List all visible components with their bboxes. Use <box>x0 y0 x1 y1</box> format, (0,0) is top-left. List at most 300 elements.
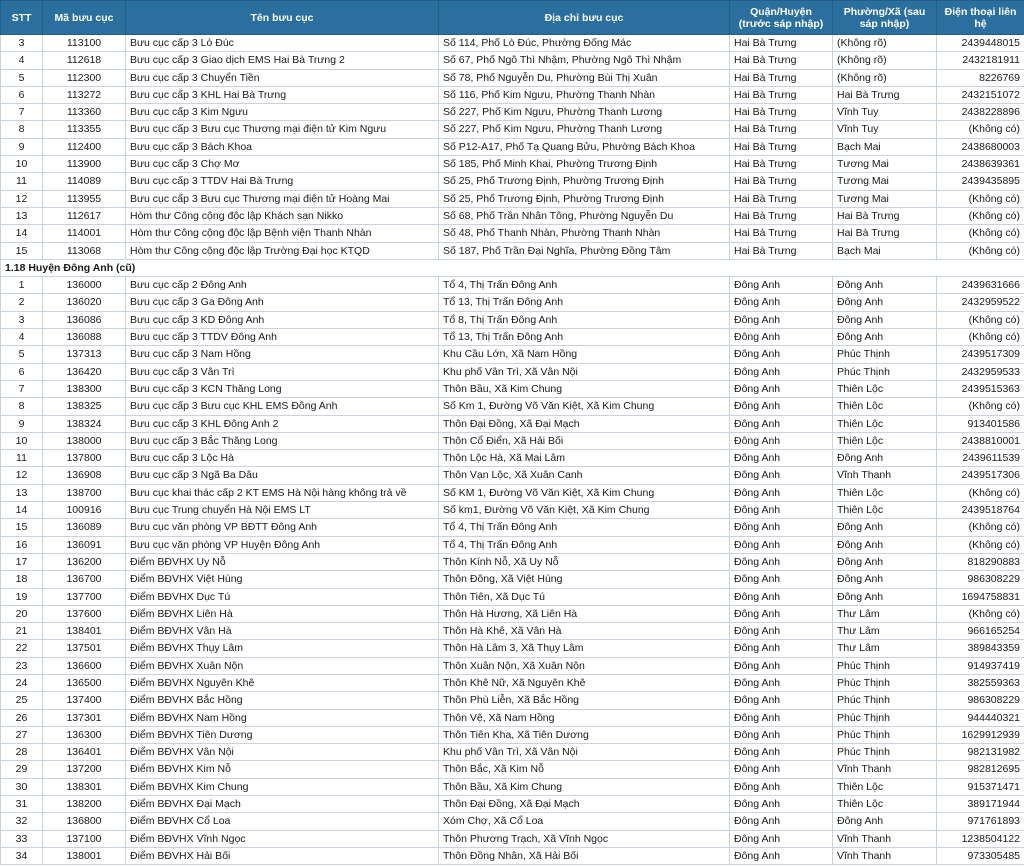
cell-stt: 7 <box>1 104 43 121</box>
cell-district: Đông Anh <box>730 277 833 294</box>
cell-stt: 21 <box>1 623 43 640</box>
cell-stt: 11 <box>1 173 43 190</box>
cell-address: Tổ 4, Thị Trấn Đông Anh <box>439 519 730 536</box>
table-row <box>1 156 1024 173</box>
cell-ward: Hai Bà Trưng <box>833 207 937 224</box>
cell-district: Đông Anh <box>730 467 833 484</box>
table-row <box>1 467 1024 484</box>
cell-postcode: 112300 <box>43 69 126 86</box>
cell-postcode: 113272 <box>43 86 126 103</box>
cell-phone: 389843359 <box>937 640 1024 657</box>
cell-office-name: Hòm thư Công cộng độc lập Trường Đại học KTQD <box>126 242 439 259</box>
cell-stt: 28 <box>1 744 43 761</box>
table-row <box>1 796 1024 813</box>
table-row <box>1 207 1024 224</box>
cell-postcode: 136200 <box>43 553 126 570</box>
cell-address: Số 114, Phố Lò Đúc, Phường Đống Mác <box>439 35 730 52</box>
table-row <box>1 761 1024 778</box>
cell-district: Hai Bà Trưng <box>730 35 833 52</box>
cell-postcode: 137200 <box>43 761 126 778</box>
cell-address: Thôn Lộc Hà, Xã Mai Lâm <box>439 450 730 467</box>
cell-office-name: Bưu cục cấp 3 Chuyển Tiền <box>126 69 439 86</box>
cell-stt: 30 <box>1 778 43 795</box>
cell-stt: 9 <box>1 138 43 155</box>
cell-office-name: Điểm BĐVHX Việt Hùng <box>126 571 439 588</box>
cell-address: Thôn Bầu, Xã Kim Chung <box>439 380 730 397</box>
cell-phone: 2438810001 <box>937 432 1024 449</box>
cell-stt: 14 <box>1 225 43 242</box>
cell-district: Đông Anh <box>730 380 833 397</box>
cell-stt: 22 <box>1 640 43 657</box>
cell-district: Đông Anh <box>730 346 833 363</box>
table-row <box>1 605 1024 622</box>
cell-ward: Đông Anh <box>833 553 937 570</box>
cell-stt: 17 <box>1 553 43 570</box>
cell-stt: 11 <box>1 450 43 467</box>
cell-district: Đông Anh <box>730 830 833 847</box>
cell-phone: (Không có) <box>937 242 1024 259</box>
cell-address: Thôn Đông, Xã Việt Hùng <box>439 571 730 588</box>
cell-district: Đông Anh <box>730 450 833 467</box>
cell-stt: 13 <box>1 484 43 501</box>
cell-office-name: Điểm BĐVHX Kim Nỗ <box>126 761 439 778</box>
cell-phone: (Không có) <box>937 311 1024 328</box>
cell-office-name: Bưu cục cấp 3 TTDV Đông Anh <box>126 329 439 346</box>
cell-ward: Phúc Thịnh <box>833 692 937 709</box>
cell-phone: 1238504122 <box>937 830 1024 847</box>
cell-phone: 971761893 <box>937 813 1024 830</box>
table-row <box>1 380 1024 397</box>
cell-ward: Đông Anh <box>833 588 937 605</box>
cell-ward: Đông Anh <box>833 571 937 588</box>
table-row <box>1 346 1024 363</box>
cell-address: Số 116, Phố Kim Ngưu, Phường Thanh Nhàn <box>439 86 730 103</box>
cell-stt: 20 <box>1 605 43 622</box>
cell-phone: 986308229 <box>937 571 1024 588</box>
cell-district: Đông Anh <box>730 484 833 501</box>
table-row <box>1 35 1024 52</box>
cell-address: Thôn Bầu, Xã Kim Chung <box>439 778 730 795</box>
cell-stt: 4 <box>1 329 43 346</box>
cell-phone: (Không có) <box>937 484 1024 501</box>
cell-district: Đông Anh <box>730 415 833 432</box>
cell-postcode: 136086 <box>43 311 126 328</box>
cell-district: Hai Bà Trưng <box>730 121 833 138</box>
cell-address: Thôn Vạn Lộc, Xã Xuân Canh <box>439 467 730 484</box>
cell-phone: 2439517306 <box>937 467 1024 484</box>
cell-office-name: Bưu cục cấp 3 Lộc Hà <box>126 450 439 467</box>
table-row <box>1 329 1024 346</box>
cell-district: Đông Anh <box>730 329 833 346</box>
cell-ward: Đông Anh <box>833 450 937 467</box>
cell-postcode: 136020 <box>43 294 126 311</box>
cell-ward: Thiên Lộc <box>833 415 937 432</box>
cell-address: Thôn Xuân Nộn, Xã Xuân Nộn <box>439 657 730 674</box>
table-row <box>1 847 1024 864</box>
cell-stt: 8 <box>1 121 43 138</box>
cell-postcode: 112618 <box>43 52 126 69</box>
cell-address: Thôn Bắc, Xã Kim Nỗ <box>439 761 730 778</box>
cell-district: Đông Anh <box>730 847 833 864</box>
cell-ward: Tương Mai <box>833 156 937 173</box>
cell-office-name: Bưu cục cấp 3 Bưu cục Thương mại điện tử Kim Ngưu <box>126 121 439 138</box>
cell-phone: 986308229 <box>937 692 1024 709</box>
cell-office-name: Điểm BĐVHX Cổ Loa <box>126 813 439 830</box>
cell-postcode: 137501 <box>43 640 126 657</box>
cell-ward: Thiên Lộc <box>833 796 937 813</box>
cell-district: Đông Anh <box>730 778 833 795</box>
cell-phone: 389171944 <box>937 796 1024 813</box>
table-body <box>1 35 1024 865</box>
table-row <box>1 190 1024 207</box>
cell-office-name: Bưu cục cấp 3 TTDV Hai Bà Trưng <box>126 173 439 190</box>
table-row <box>1 813 1024 830</box>
cell-postcode: 136000 <box>43 277 126 294</box>
cell-stt: 16 <box>1 536 43 553</box>
cell-phone: 2439435895 <box>937 173 1024 190</box>
cell-ward: Đông Anh <box>833 519 937 536</box>
cell-address: Thôn Vệ, Xã Nam Hồng <box>439 709 730 726</box>
cell-ward: Bạch Mai <box>833 138 937 155</box>
cell-district: Đông Anh <box>730 294 833 311</box>
cell-postcode: 138001 <box>43 847 126 864</box>
cell-stt: 24 <box>1 674 43 691</box>
cell-office-name: Hòm thư Công cộng độc lập Bệnh viện Thanh Nhàn <box>126 225 439 242</box>
cell-address: Thôn Đại Đồng, Xã Đại Mạch <box>439 796 730 813</box>
cell-office-name: Bưu cục cấp 3 Nam Hồng <box>126 346 439 363</box>
cell-office-name: Điểm BĐVHX Đại Mạch <box>126 796 439 813</box>
cell-district: Đông Anh <box>730 605 833 622</box>
cell-stt: 10 <box>1 432 43 449</box>
cell-stt: 13 <box>1 207 43 224</box>
cell-address: Số 187, Phố Trần Đại Nghĩa, Phường Đồng Tâm <box>439 242 730 259</box>
cell-ward: Phúc Thịnh <box>833 726 937 743</box>
table-row <box>1 363 1024 380</box>
cell-address: Số 68, Phố Trần Nhân Tông, Phường Nguyễn Du <box>439 207 730 224</box>
table-row <box>1 692 1024 709</box>
cell-address: Tổ 13, Thị Trấn Đông Anh <box>439 329 730 346</box>
cell-district: Hai Bà Trưng <box>730 86 833 103</box>
cell-district: Đông Anh <box>730 813 833 830</box>
cell-postcode: 138200 <box>43 796 126 813</box>
table-row <box>1 69 1024 86</box>
cell-district: Đông Anh <box>730 553 833 570</box>
cell-district: Đông Anh <box>730 398 833 415</box>
cell-ward: Phúc Thịnh <box>833 744 937 761</box>
table-row <box>1 502 1024 519</box>
cell-office-name: Điểm BĐVHX Vân Nội <box>126 744 439 761</box>
cell-stt: 5 <box>1 346 43 363</box>
cell-district: Đông Anh <box>730 363 833 380</box>
cell-stt: 12 <box>1 190 43 207</box>
cell-postcode: 113355 <box>43 121 126 138</box>
cell-stt: 4 <box>1 52 43 69</box>
header-district: Quận/Huyện (trước sáp nhập) <box>730 1 833 35</box>
table-row <box>1 86 1024 103</box>
cell-postcode: 113955 <box>43 190 126 207</box>
cell-phone: 2432181911 <box>937 52 1024 69</box>
header-stt: STT <box>1 1 43 35</box>
cell-address: Số 25, Phố Trương Định, Phường Trương Định <box>439 173 730 190</box>
cell-office-name: Bưu cục cấp 3 Lò Đúc <box>126 35 439 52</box>
cell-stt: 32 <box>1 813 43 830</box>
cell-stt: 27 <box>1 726 43 743</box>
table-row <box>1 415 1024 432</box>
cell-ward: Tương Mai <box>833 173 937 190</box>
cell-address: Số 78, Phố Nguyễn Du, Phường Bùi Thị Xuân <box>439 69 730 86</box>
cell-address: Thôn Hà Hương, Xã Liên Hà <box>439 605 730 622</box>
cell-postcode: 137700 <box>43 588 126 605</box>
table-row <box>1 104 1024 121</box>
cell-stt: 3 <box>1 35 43 52</box>
cell-ward: Đông Anh <box>833 277 937 294</box>
cell-ward: Vĩnh Thanh <box>833 830 937 847</box>
cell-phone: 2438680003 <box>937 138 1024 155</box>
cell-postcode: 113100 <box>43 35 126 52</box>
cell-phone: (Không có) <box>937 398 1024 415</box>
cell-district: Đông Anh <box>730 432 833 449</box>
cell-stt: 33 <box>1 830 43 847</box>
table-row <box>1 398 1024 415</box>
cell-stt: 23 <box>1 657 43 674</box>
cell-phone: 982131982 <box>937 744 1024 761</box>
cell-postcode: 136089 <box>43 519 126 536</box>
cell-address: Khu phố Vân Trì, Xã Vân Nội <box>439 363 730 380</box>
table-row <box>1 225 1024 242</box>
cell-office-name: Bưu cục cấp 3 Giao dịch EMS Hai Bà Trưng 2 <box>126 52 439 69</box>
cell-district: Đông Anh <box>730 623 833 640</box>
table-row <box>1 536 1024 553</box>
cell-stt: 26 <box>1 709 43 726</box>
cell-office-name: Bưu cục cấp 3 Kim Ngưu <box>126 104 439 121</box>
cell-postcode: 138325 <box>43 398 126 415</box>
cell-stt: 15 <box>1 242 43 259</box>
cell-office-name: Điểm BĐVHX Kim Chung <box>126 778 439 795</box>
cell-address: Tổ 13, Thị Trấn Đông Anh <box>439 294 730 311</box>
cell-ward: Phúc Thịnh <box>833 657 937 674</box>
cell-stt: 18 <box>1 571 43 588</box>
cell-phone: (Không có) <box>937 190 1024 207</box>
cell-address: Thôn Đồng Nhân, Xã Hải Bối <box>439 847 730 864</box>
cell-district: Hai Bà Trưng <box>730 104 833 121</box>
cell-phone: 913401586 <box>937 415 1024 432</box>
cell-phone: 982812695 <box>937 761 1024 778</box>
cell-ward: Đông Anh <box>833 311 937 328</box>
cell-office-name: Điểm BĐVHX Xuân Nộn <box>126 657 439 674</box>
cell-district: Hai Bà Trưng <box>730 242 833 259</box>
cell-postcode: 137400 <box>43 692 126 709</box>
cell-office-name: Điểm BĐVHX Uy Nỗ <box>126 553 439 570</box>
cell-address: Số 227, Phố Kim Ngưu, Phường Thanh Lương <box>439 104 730 121</box>
cell-office-name: Hòm thư Công cộng độc lập Khách sạn Nikko <box>126 207 439 224</box>
table-row <box>1 588 1024 605</box>
cell-office-name: Điểm BĐVHX Vĩnh Ngọc <box>126 830 439 847</box>
table-row <box>1 450 1024 467</box>
header-address: Địa chỉ bưu cục <box>439 1 730 35</box>
cell-office-name: Bưu cục cấp 3 Ngã Ba Dâu <box>126 467 439 484</box>
cell-stt: 15 <box>1 519 43 536</box>
cell-phone: 2439518764 <box>937 502 1024 519</box>
cell-phone: 2439631666 <box>937 277 1024 294</box>
cell-phone: 2439515363 <box>937 380 1024 397</box>
cell-ward: (Không rõ) <box>833 52 937 69</box>
cell-address: Số 67, Phố Ngô Thì Nhậm, Phường Ngô Thì Nhậm <box>439 52 730 69</box>
cell-ward: Vĩnh Thanh <box>833 761 937 778</box>
cell-district: Hai Bà Trưng <box>730 190 833 207</box>
cell-office-name: Bưu cục cấp 3 Bưu cục Thương mại điện tử Hoàng Mai <box>126 190 439 207</box>
cell-address: Số 227, Phố Kim Ngưu, Phường Thanh Lương <box>439 121 730 138</box>
cell-stt: 3 <box>1 311 43 328</box>
cell-stt: 9 <box>1 415 43 432</box>
cell-office-name: Bưu cục cấp 3 Vân Trì <box>126 363 439 380</box>
cell-district: Đông Anh <box>730 519 833 536</box>
cell-phone: 914937419 <box>937 657 1024 674</box>
cell-district: Đông Anh <box>730 588 833 605</box>
table-row <box>1 571 1024 588</box>
cell-postcode: 138324 <box>43 415 126 432</box>
table-row <box>1 277 1024 294</box>
table-row <box>1 830 1024 847</box>
cell-district: Đông Anh <box>730 571 833 588</box>
cell-ward: Thiên Lộc <box>833 380 937 397</box>
cell-stt: 29 <box>1 761 43 778</box>
table-row <box>1 778 1024 795</box>
cell-address: Thôn Đại Đồng, Xã Đại Mạch <box>439 415 730 432</box>
table-row <box>1 657 1024 674</box>
cell-office-name: Bưu cục cấp 3 KD Đông Anh <box>126 311 439 328</box>
cell-address: Số P12-A17, Phố Tạ Quang Bửu, Phường Bách Khoa <box>439 138 730 155</box>
cell-district: Hai Bà Trưng <box>730 225 833 242</box>
cell-phone: 2439517309 <box>937 346 1024 363</box>
cell-phone: 973305485 <box>937 847 1024 864</box>
cell-phone: 2432959522 <box>937 294 1024 311</box>
cell-district: Đông Anh <box>730 709 833 726</box>
cell-office-name: Bưu cục cấp 2 Đông Anh <box>126 277 439 294</box>
cell-office-name: Điểm BĐVHX Vân Hà <box>126 623 439 640</box>
cell-address: Thôn Kính Nỗ, Xã Uy Nỗ <box>439 553 730 570</box>
cell-postcode: 137301 <box>43 709 126 726</box>
cell-ward: Đông Anh <box>833 294 937 311</box>
cell-stt: 6 <box>1 363 43 380</box>
table-row <box>1 138 1024 155</box>
cell-postcode: 114089 <box>43 173 126 190</box>
cell-stt: 19 <box>1 588 43 605</box>
cell-ward: (Không rõ) <box>833 35 937 52</box>
cell-postcode: 112617 <box>43 207 126 224</box>
cell-postcode: 136908 <box>43 467 126 484</box>
cell-ward: Vĩnh Thanh <box>833 467 937 484</box>
cell-postcode: 136300 <box>43 726 126 743</box>
cell-postcode: 138301 <box>43 778 126 795</box>
cell-postcode: 112400 <box>43 138 126 155</box>
cell-postcode: 136091 <box>43 536 126 553</box>
cell-stt: 7 <box>1 380 43 397</box>
cell-district: Hai Bà Trưng <box>730 207 833 224</box>
cell-address: Thôn Cổ Điển, Xã Hải Bối <box>439 432 730 449</box>
cell-postcode: 136088 <box>43 329 126 346</box>
cell-district: Đông Anh <box>730 761 833 778</box>
cell-postcode: 136500 <box>43 674 126 691</box>
cell-office-name: Bưu cục cấp 3 Ga Đông Anh <box>126 294 439 311</box>
cell-address: Thôn Khê Nữ, Xã Nguyên Khê <box>439 674 730 691</box>
cell-ward: Thư Lâm <box>833 640 937 657</box>
cell-phone: 915371471 <box>937 778 1024 795</box>
cell-address: Số 48, Phố Thanh Nhàn, Phường Thanh Nhàn <box>439 225 730 242</box>
cell-postcode: 113360 <box>43 104 126 121</box>
cell-postcode: 100916 <box>43 502 126 519</box>
cell-stt: 1 <box>1 277 43 294</box>
cell-address: Số Km 1, Đường Võ Văn Kiệt, Xã Kim Chung <box>439 398 730 415</box>
cell-stt: 6 <box>1 86 43 103</box>
cell-postcode: 138700 <box>43 484 126 501</box>
cell-postcode: 137600 <box>43 605 126 622</box>
cell-address: Thôn Phù Liễn, Xã Bắc Hồng <box>439 692 730 709</box>
cell-district: Đông Anh <box>730 796 833 813</box>
cell-postcode: 136700 <box>43 571 126 588</box>
cell-ward: Phúc Thịnh <box>833 363 937 380</box>
cell-office-name: Điểm BĐVHX Hải Bối <box>126 847 439 864</box>
cell-office-name: Điểm BĐVHX Thụy Lâm <box>126 640 439 657</box>
cell-stt: 5 <box>1 69 43 86</box>
cell-ward: Thiên Lộc <box>833 432 937 449</box>
cell-postcode: 138401 <box>43 623 126 640</box>
header-ward: Phường/Xã (sau sáp nhập) <box>833 1 937 35</box>
cell-district: Đông Anh <box>730 744 833 761</box>
cell-address: Số 185, Phố Minh Khai, Phường Trương Định <box>439 156 730 173</box>
cell-office-name: Điểm BĐVHX Tiên Dương <box>126 726 439 743</box>
cell-address: Khu Cầu Lớn, Xã Nam Hồng <box>439 346 730 363</box>
table-row <box>1 294 1024 311</box>
cell-postcode: 136600 <box>43 657 126 674</box>
cell-phone: 944440321 <box>937 709 1024 726</box>
cell-ward: Đông Anh <box>833 329 937 346</box>
cell-phone: 1629912939 <box>937 726 1024 743</box>
cell-office-name: Bưu cục Trung chuyển Hà Nội EMS LT <box>126 502 439 519</box>
cell-ward: Vĩnh Tuy <box>833 104 937 121</box>
cell-postcode: 137313 <box>43 346 126 363</box>
cell-stt: 10 <box>1 156 43 173</box>
cell-ward: Thư Lâm <box>833 623 937 640</box>
header-office-name: Tên bưu cục <box>126 1 439 35</box>
cell-postcode: 136401 <box>43 744 126 761</box>
cell-district: Đông Anh <box>730 674 833 691</box>
cell-district: Hai Bà Trưng <box>730 52 833 69</box>
cell-ward: Hai Bà Trưng <box>833 225 937 242</box>
cell-office-name: Điểm BĐVHX Nguyên Khê <box>126 674 439 691</box>
cell-address: Thôn Hà Lâm 3, Xã Thụy Lâm <box>439 640 730 657</box>
cell-postcode: 136420 <box>43 363 126 380</box>
table-row <box>1 484 1024 501</box>
table-row <box>1 674 1024 691</box>
cell-ward: Phúc Thịnh <box>833 346 937 363</box>
cell-postcode: 113068 <box>43 242 126 259</box>
cell-ward: Thiên Lộc <box>833 502 937 519</box>
cell-district: Đông Anh <box>730 536 833 553</box>
cell-phone: 966165254 <box>937 623 1024 640</box>
cell-phone: (Không có) <box>937 536 1024 553</box>
cell-ward: Thiên Lộc <box>833 484 937 501</box>
table-row <box>1 709 1024 726</box>
cell-phone: 8226769 <box>937 69 1024 86</box>
table-row <box>1 52 1024 69</box>
cell-phone: (Không có) <box>937 605 1024 622</box>
cell-district: Đông Anh <box>730 726 833 743</box>
cell-ward: Hai Bà Trưng <box>833 86 937 103</box>
cell-phone: (Không có) <box>937 225 1024 242</box>
table-row <box>1 432 1024 449</box>
cell-address: Số km1, Đường Võ Văn Kiệt, Xã Kim Chung <box>439 502 730 519</box>
cell-phone: 1694758831 <box>937 588 1024 605</box>
